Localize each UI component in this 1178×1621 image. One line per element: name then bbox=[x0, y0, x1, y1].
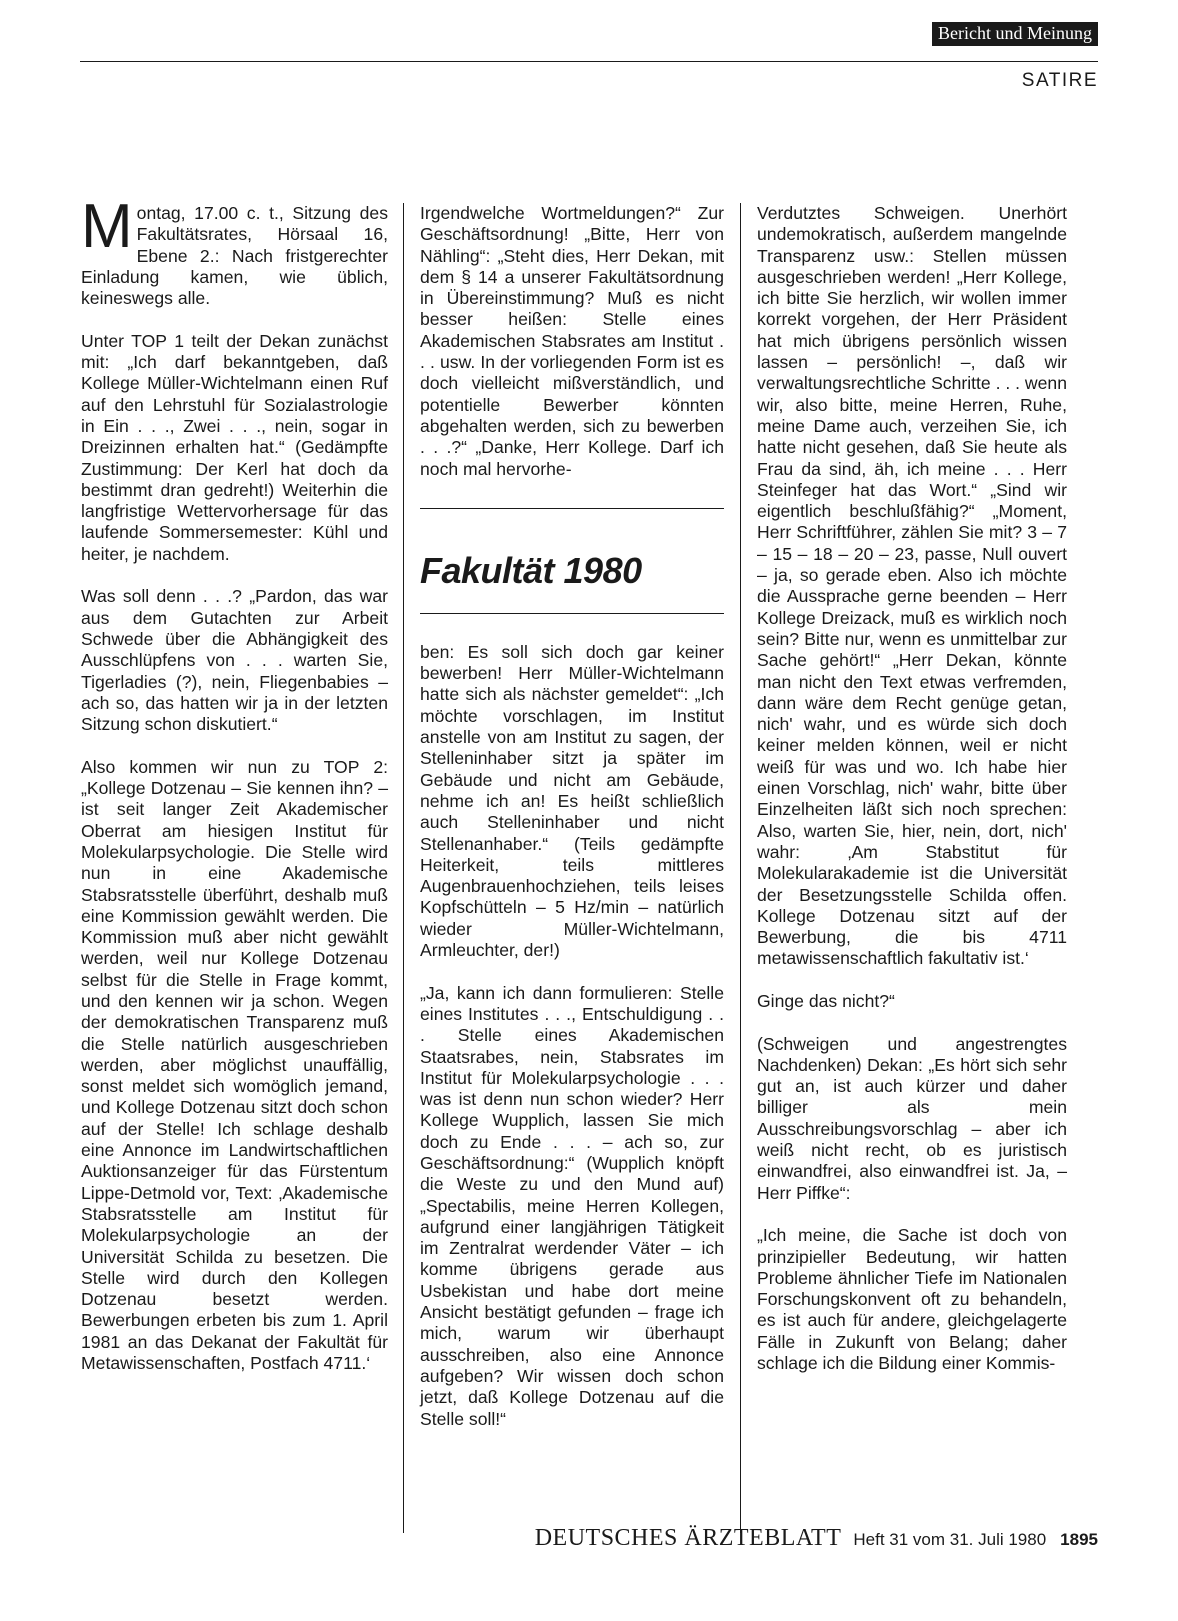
header-rule bbox=[80, 61, 1098, 62]
title-rule-top bbox=[420, 508, 724, 509]
page-footer bbox=[0, 1525, 1098, 1552]
paragraph: „Ja, kann ich dann formulieren: Stelle eines Institutes . . ., Entschuldigung . . . Stelle eines Akademischen Staatsrabes, nein, Stabsrates im Institut für Molekularpsychologie . . . was ist denn nun schon wieder? Herr Kollege Wupplich, lassen Sie mich doch zu Ende . . . – ach so, zur Geschäftsordnung:“ (Wupplich knöpft die Weste zu und den Mund auf) „Spectabilis, meine Herren Kollegen, aufgrund einer langjährigen Tätigkeit im Zentralrat werdender Väter – ich komme übrigens gerade aus Usbekistan und habe dort meine Ansicht bestätigt gefunden – frage ich mich, warum wir überhaupt ausschreiben, also eine Annonce aufgeben? Wir wissen doch schon jetzt, daß Kollege Dotzenau auf die Stelle soll!“ bbox=[420, 982, 724, 1429]
paragraph: (Schweigen und angestrengtes Nachdenken) Dekan: „Es hört sich sehr gut an, ist auch kürzer und daher billiger als mein Ausschreibungsvorschlag – aber ich weiß nicht recht, ob es juristisch einwandfrei, also einwandfrei ist. Ja, – Herr Piffke“: bbox=[757, 1033, 1067, 1203]
paragraph: „Ich meine, die Sache ist doch von prinzipieller Bedeutung, wir hatten Probleme ähnlicher Tiefe im Nationalen Forschungskonvent oft zu behandeln, es ist auch für andere, gleichgelagerte Fälle in Zukunft von Belang; daher schlage ich die Bildung einer Kommis- bbox=[757, 1225, 1067, 1374]
genre-label: SATIRE bbox=[1021, 70, 1098, 91]
issue-info: Heft 31 vom 31. Juli 1980 bbox=[853, 1530, 1047, 1549]
paragraph: Ginge das nicht?“ bbox=[757, 990, 895, 1011]
paragraph: Was soll denn . . .? „Pardon, das war aus dem Gutachten zur Arbeit Schwede über die Abhängigkeit des Ausschlüpfens von . . . warten Sie, Tigerladies (?), nein, Fliegenbabies – ach so, das hatten wir ja in der letzten Sitzung schon diskutiert.“ bbox=[81, 586, 388, 735]
paragraph bbox=[81, 192, 388, 309]
page-number: 1895 bbox=[1060, 1530, 1098, 1549]
paragraph: Irgendwelche Wortmeldungen?“ Zur Geschäftsordnung! „Bitte, Herr von Nähling“: „Steht dies, Herr Dekan, mit dem § 14 a unserer Fakultätsordnung in Übereinstimmung? Muß es nicht besser heißen: Stelle eines Akademischen Stabsrates am Institut . . . usw. In der vorliegenden Form ist es doch vielleicht mißverständlich, und potentielle Bewerber könnten abgehalten werden, sich zu bewerben . . .?“ „Danke, Herr Kollege. Darf ich noch mal hervorhe- bbox=[420, 203, 724, 479]
article-column-3 bbox=[757, 203, 1067, 1374]
section-label: Bericht und Meinung bbox=[932, 22, 1098, 46]
paragraph: ben: Es soll sich doch gar keiner bewerben! Herr Müller-Wichtelmann hatte sich als nächster gemeldet“: „Ich möchte vorschlagen, im Institut anstelle von am Institut zu sagen, der Stelleninhaber sitzt ja später im Gebäude und nicht am Gebäude, nehme ich an! Es heißt schließlich auch Stelleninhaber und nicht Stellenanhaber.“ (Teils gedämpfte Heiterkeit, teils mittleres Augenbrauenhochziehen, teils leises Kopfschütteln – 5 Hz/min – natürlich wieder Müller-Wichtelmann, Armleuchter, der!) bbox=[420, 641, 724, 961]
paragraph: Verdutztes Schweigen. Unerhört undemokratisch, außerdem mangelnde Transparenz usw.: Stellen müssen ausgeschrieben werden! „Herr Kollege, ich bitte Sie herzlich, wir wollen immer korrekt vorgehen, der Herr Präsident hat mich übrigens persönlich wissen lassen – persönlich! –, daß wir verwaltungsrechtliche Schritte . . . wenn wir, also bitte, meine Herren, Ruhe, meine Dame auch, verzeihen Sie, ich hatte nicht gesehen, daß Sie heute als Frau da sind, äh, ich meine . . . Herr Steinfeger hat das Wort.“ „Sind wir eigentlich beschlußfähig?“ „Moment, Herr Schriftführer, zählen Sie mit? 3 – 7 – 15 – 18 – 20 – 23, passe, Null ouvert – ja, so gerade eben. Also ich möchte die Aussprache gerne beenden – Herr Kollege Dreizack, muß es wirklich noch sein? Bitte nur, wenn es unmittelbar zur Sache gehört!“ „Herr Dekan, könnte man nicht den Text etwas verfremden, dann wäre dem Recht genüge getan, nich' wahr, und es würde sich doch keiner melden können, weil er nicht weiß für was und wo. Ich habe hier einen Vorschlag, nich' wahr, bitte über Einzelheiten läßt sich noch sprechen: Also, warten Sie, hier, nein, dort, nich' wahr: ‚Am Stabstitut für Molekularakademie ist die Universität der Besetzungsstelle Schilda offen. Kollege Dotzenau sitzt auf der Bewerbung, die bis 4711 metawissenschaftlich fakultativ ist.‘ bbox=[757, 203, 1067, 969]
article-column-2 bbox=[420, 203, 724, 1430]
paragraph: Unter TOP 1 teilt der Dekan zunächst mit: „Ich darf bekanntgeben, daß Kollege Müller-Wichtelmann einen Ruf auf den Lehrstuhl für Sozialastrologie in Ein . . ., Zwei . . ., nein, sogar in Dreizinnen erhalten hat.“ (Gedämpfte Zustimmung: Der Kerl hat doch da bestimmt dran gedreht!) Weiterhin die langfristige Wettervorhersage für das laufende Sommersemester: Kühl und heiter, je nachdem. bbox=[81, 330, 388, 564]
drop-cap: M bbox=[81, 192, 133, 261]
paragraph: Also kommen wir nun zu TOP 2: „Kollege Dotzenau – Sie kennen ihn? – ist seit langer Zeit Akademischer Oberrat am hiesigen Institut für Molekularpsychologie. Die Stelle wird nun in eine Akademische Stabsratsstelle überführt, deshalb muß eine Kommission gewählt werden. Die Kommission muß aber nicht gewählt werden, weil nur Kollege Dotzenau selbst für die Stelle in Frage kommt, und den kennen wir ja schon. Wegen der demokratischen Transparenz muß die Stelle natürlich ausgeschrieben werden, aber möglichst unauffällig, sonst meldet sich womöglich jemand, und Kollege Dotzenau sitzt doch schon auf der Stelle! Ich schlage deshalb eine Annonce im Landwirtschaftlichen Auktionsanzeiger für das Fürstentum Lippe-Detmold vor, Text: ‚Akademische Stabsratsstelle am Institut für Molekularpsychologie an der Universität Schilda zu besetzen. Die Stelle wird durch den Kollegen Dotzenau besetzt werden. Bewerbungen erbeten bis zum 1. April 1981 an das Dekanat der Fakultät für Metawissenschaften, Postfach 4711.‘ bbox=[81, 756, 388, 1374]
column-divider bbox=[403, 203, 404, 1533]
journal-name: DEUTSCHES ÄRZTEBLATT bbox=[534, 1525, 842, 1551]
paragraph-text: ontag, 17.00 c. t., Sitzung des Fakultätsrates, Hörsaal 16, Ebene 2.: Nach fristgerechter Einladung kamen, wie üblich, keineswegs alle. bbox=[81, 203, 388, 309]
title-rule-bottom bbox=[420, 613, 724, 614]
article-column-1 bbox=[81, 192, 388, 1374]
article-title: Fakultät 1980 bbox=[420, 549, 642, 591]
column-divider bbox=[740, 203, 741, 1533]
